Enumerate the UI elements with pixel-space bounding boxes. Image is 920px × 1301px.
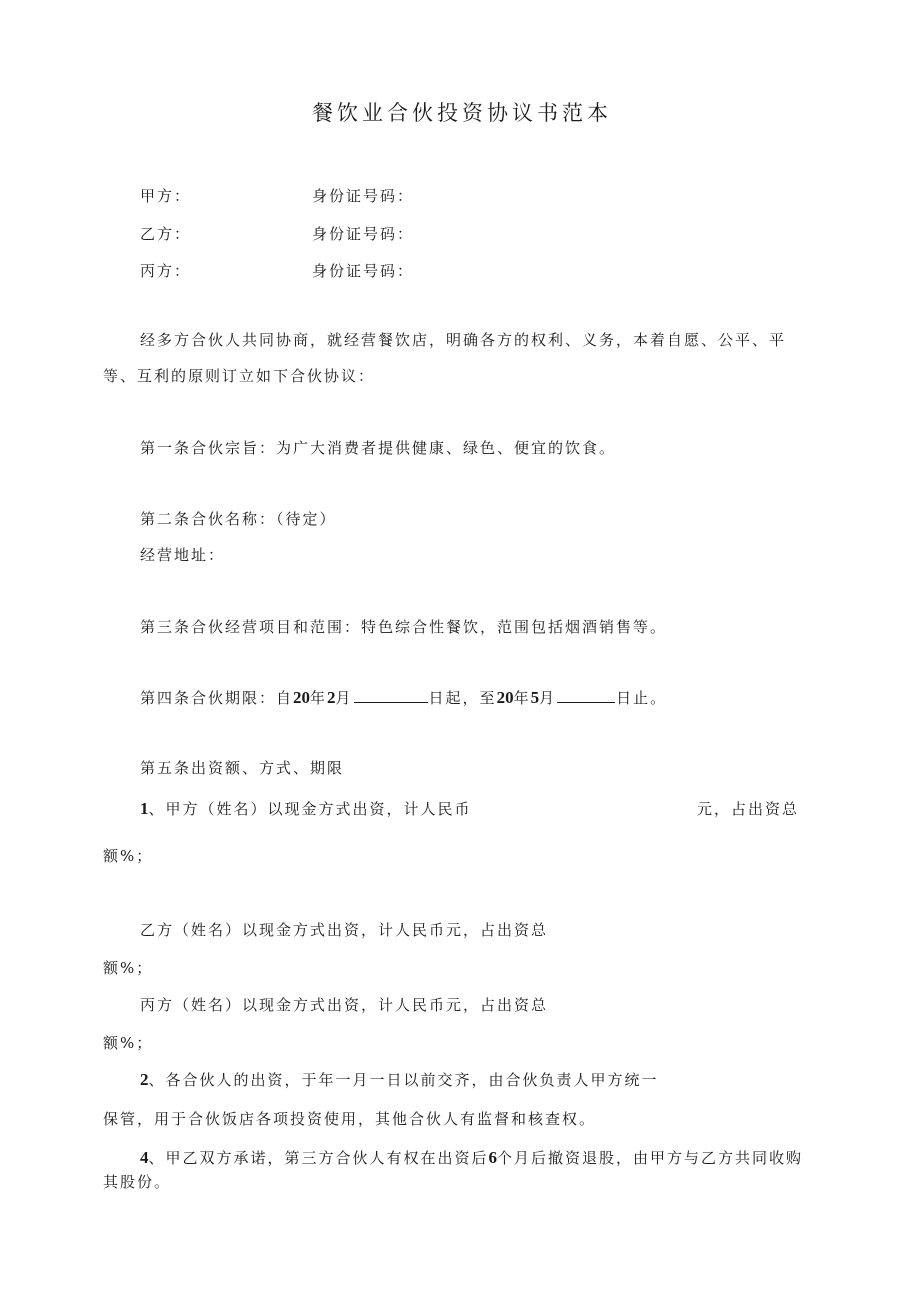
clause-1-text: 、甲方（姓名）以现金方式出资，计人民币 [148,800,472,818]
clause-4 [140,1148,803,1168]
start-month-unit: 月 [335,689,353,707]
party-c-label: 丙方： [140,262,192,280]
clause-4-text-b: 个月后撤资退股，由甲方与乙方共同收购 [497,1149,804,1167]
end-month-unit: 月 [539,689,557,707]
party-c-contribution: 丙方（姓名）以现金方式出资，计人民币元，占出资总 [140,996,549,1014]
party-c-percent: 额%； [103,1034,154,1052]
clause-4-continuation: 其股份。 [103,1173,172,1191]
article-4 [140,687,667,708]
party-b-id-label: 身份证号码： [312,225,415,243]
clause-4-number: 4 [140,1148,149,1167]
party-c-id-label: 身份证号码： [312,262,415,280]
intro-line-2: 等、互利的原则订立如下合伙协议： [103,367,376,385]
end-day-blank[interactable] [557,687,615,703]
article-3: 第三条合伙经营项目和范围：特色综合性餐饮，范围包括烟酒销售等。 [140,618,668,636]
clause-2-number: 2 [140,1070,149,1089]
end-month: 5 [530,688,540,707]
document-title: 餐饮业合伙投资协议书范本 [312,101,612,125]
article-5: 第五条出资额、方式、期限 [140,759,345,777]
business-address-label: 经营地址： [140,546,226,564]
party-a-label: 甲方： [140,187,192,205]
article-4-suffix: 日止。 [616,689,668,707]
article-4-mid: 日起，至 [428,689,497,707]
clause-2-continuation: 保管，用于合伙饭店各项投资使用，其他合伙人有监督和核查权。 [103,1110,597,1128]
start-year-unit: 年 [310,689,328,707]
start-month: 2 [327,688,336,707]
clause-2 [140,1070,659,1090]
party-b-contribution: 乙方（姓名）以现金方式出资，计人民币元，占出资总 [140,921,549,939]
article-1: 第一条合伙宗旨：为广大消费者提供健康、绿色、便宜的饮食。 [140,439,617,457]
article-2: 第二条合伙名称：（待定） [140,510,337,528]
clause-4-text-a: 、甲乙双方承诺，第三方合伙人有权在出资后 [148,1149,489,1167]
clause-4-months: 6 [488,1148,498,1167]
clause-1 [140,799,472,819]
party-b-percent: 额%； [103,959,154,977]
start-year: 20 [293,688,311,707]
clause-1-percent: 额%； [103,847,154,865]
clause-2-text: 、各合伙人的出资，于年一月一日以前交齐，由合伙负责人甲方统一 [148,1071,659,1089]
article-4-prefix: 第四条合伙期限：自 [140,689,294,707]
end-year-unit: 年 [513,689,531,707]
end-year: 20 [496,688,514,707]
intro-line-1: 经多方合伙人共同协商，就经营餐饮店，明确各方的权利、义务，本着自愿、公平、平 [140,331,787,349]
party-a-id-label: 身份证号码： [312,187,415,205]
party-b-label: 乙方： [140,225,192,243]
clause-1-number: 1 [140,799,149,818]
start-day-blank[interactable] [354,687,428,703]
clause-1-tail: 元，占出资总 [697,800,800,818]
